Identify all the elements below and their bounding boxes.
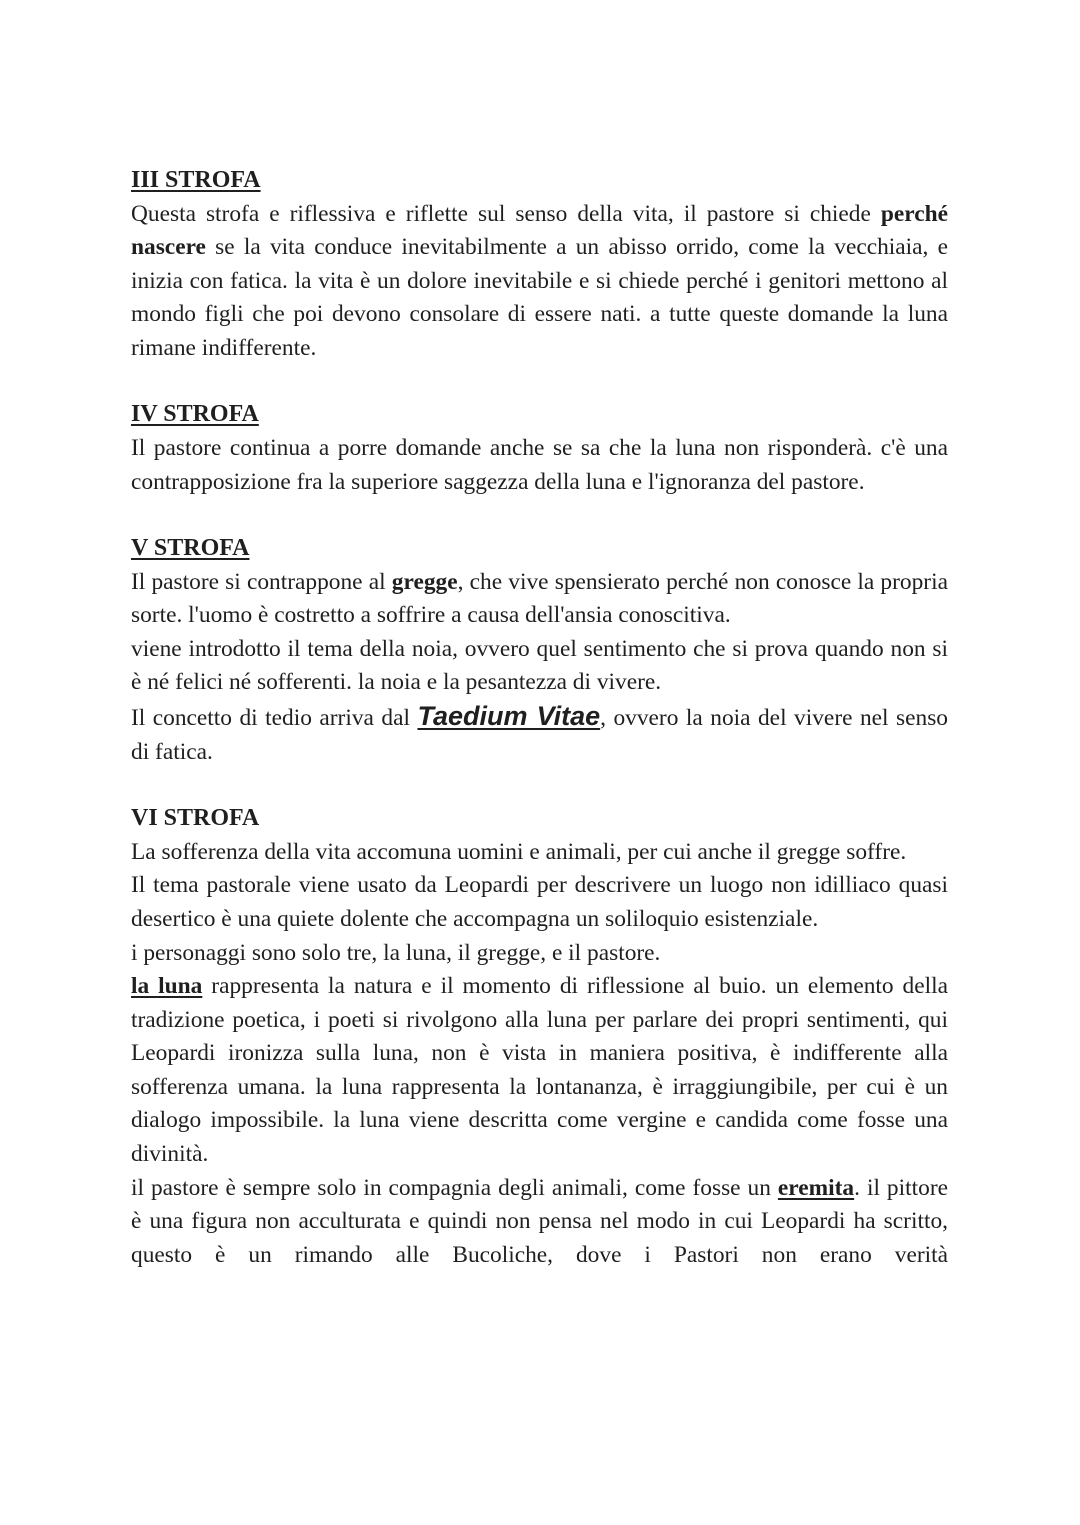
paragraph: Questa strofa e riflessiva e riflette sul senso della vita, il pastore si chiede perché nascere se la vita conduce inevitabilmente a un abisso orrido, come la vecchiaia, e inizia con fatica. la vita è un dolore inevitabile e si chiede perché i genitori mettono al mondo figli che poi devono consolare di essere nati. a tutte queste domande la luna rimane indifferente. (131, 200, 948, 361)
paragraph: Il tema pastorale viene usato da Leopardi per descrivere un luogo non idilliaco quasi desertico è una quiete dolente che accompagna un soliloquio esistenziale. (131, 872, 948, 932)
paragraph: Il pastore si contrappone al gregge, che vive spensierato perché non conosce la propria sorte. l'uomo è costretto a soffrire a causa dell'ansia conoscitiva. (131, 568, 948, 629)
paragraph: i personaggi sono solo tre, la luna, il gregge, e il pastore. (131, 939, 661, 966)
document-page (131, 164, 948, 1305)
section-iii-strofa (131, 164, 948, 365)
paragraph: Il concetto di tedio arriva dal Taedium Vitae, ovvero la noia del vivere nel senso di fatica. (131, 701, 948, 765)
section-v-strofa (131, 532, 948, 769)
section-heading: III STROFA (131, 167, 261, 193)
section-heading: VI STROFA (131, 805, 260, 832)
bold-term: perché nascere (131, 200, 948, 261)
bold-term: la luna (131, 973, 203, 1000)
section-iv-strofa (131, 398, 948, 499)
section-heading: IV STROFA (131, 401, 259, 428)
highlighted-term: Taedium Vitae (417, 701, 601, 732)
section-heading: V STROFA (131, 535, 250, 562)
paragraph: La sofferenza della vita accomuna uomini e animali, per cui anche il gregge soffre. (131, 838, 907, 865)
bold-term: gregge (391, 568, 458, 595)
paragraph: Il pastore continua a porre domande anche se sa che la luna non risponderà. c'è una contrapposizione fra la superiore saggezza della luna e l'ignoranza del pastore. (131, 434, 948, 495)
bold-term: eremita (777, 1174, 855, 1201)
paragraph: viene introdotto il tema della noia, ovvero quel sentimento che si prova quando non si è né felici né sofferenti. la noia e la pesantezza di vivere. (131, 635, 948, 696)
paragraph: la luna rappresenta la natura e il momento di riflessione al buio. un elemento della tradizione poetica, i poeti si rivolgono alla luna per parlare dei propri sentimenti, qui Leopardi ironizza sulla luna, non è vista in maniera positiva, è indifferente alla sofferenza umana. la luna rappresenta la lontananza, è irraggiungibile, per cui è un dialogo impossibile. la luna viene descritta come vergine e candida come fosse una divinità. (131, 973, 948, 1168)
section-vi-strofa (131, 802, 948, 1272)
paragraph: il pastore è sempre solo in compagnia degli animali, come fosse un eremita. il pittore è una figura non acculturata e quindi non pensa nel modo in cui Leopardi ha scritto, questo è un rimando alle Bucoliche, dove i Pastori non erano verità (131, 1174, 948, 1268)
